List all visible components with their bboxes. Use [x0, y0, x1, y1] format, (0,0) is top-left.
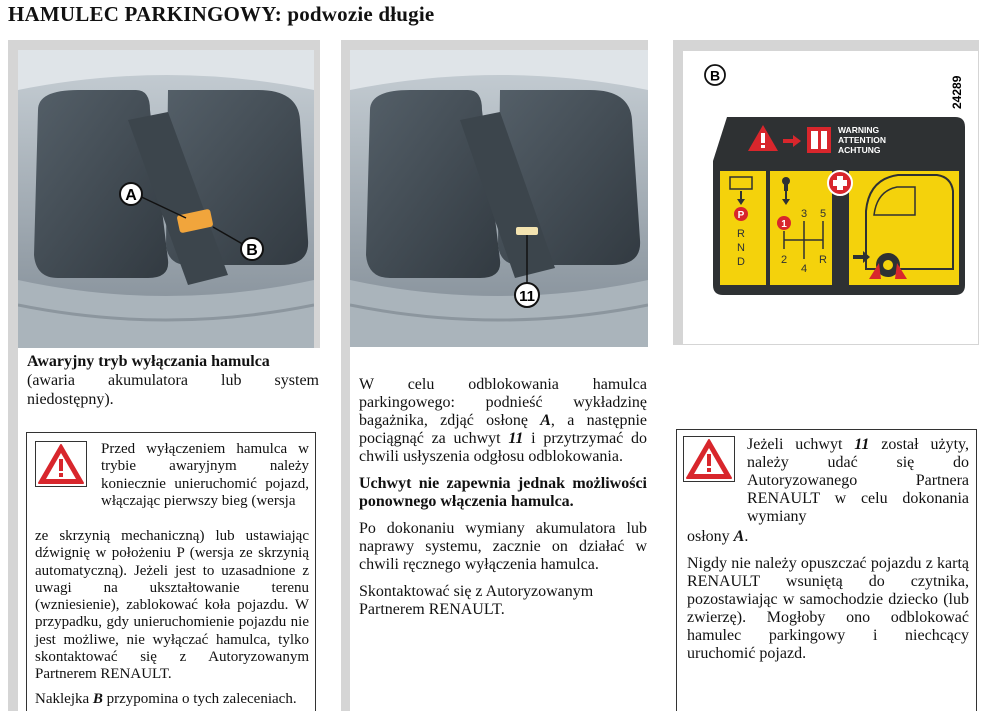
ref-a: A: [540, 412, 551, 429]
release-text-2: , a następnie pociągnąć za uchwyt: [359, 412, 647, 447]
warning-note: [35, 691, 309, 708]
handle-used-text-indented: [747, 436, 969, 526]
label-warning-de: ACHTUNG: [838, 145, 881, 155]
manual-gear-3: 3: [800, 208, 808, 220]
ref-11-b: 11: [854, 436, 870, 453]
handle-used-a: Jeżeli uchwyt: [747, 436, 855, 453]
label-letter-b: B: [709, 67, 721, 84]
callout-b: B: [246, 242, 258, 259]
trunk-photo-handle-11: [350, 50, 648, 357]
handle-used-b: został użyty, należy udać się do Autoryzowanego Partnera RENAULT w celu dokonania wymiany: [747, 436, 969, 525]
label-b-panel: [682, 50, 979, 345]
handle-note: Uchwyt nie zapewnia jednak możliwości ponownego włączenia hamulca.: [359, 475, 647, 510]
note-ref-b: B: [92, 691, 103, 707]
warning-triangle-icon: [35, 441, 87, 487]
warning-text-indented: Przed wyłączeniem hamulca w trybie awaryjnym należy koniecznie unieruchomić pojazd, włączając pierwszy bieg (wersja: [101, 441, 309, 509]
handle-used-c: osłony: [687, 528, 734, 545]
card-warning-text: Nigdy nie należy opuszczać pojazdu z kartą RENAULT wsuniętą do czytnika, pozostawiając w samochodzie dziecko (lub zwierzę). Mogłoby ono odblokować hamulec parkingowy i niechcący uruchomić pojazd.: [687, 555, 969, 662]
emergency-heading: Awaryjny tryb wyłączania hamulca: [27, 353, 270, 370]
auto-gear-n: N: [737, 242, 745, 254]
column-label-b: [673, 40, 979, 711]
auto-gear-d: D: [737, 256, 745, 268]
column-emergency-mode: [8, 40, 320, 711]
warning-triangle-icon: [683, 436, 735, 482]
release-paragraph: [359, 376, 647, 466]
note-suffix: przypomina o tych zaleceniach.: [102, 691, 297, 707]
manual-gear-r: R: [819, 254, 827, 266]
callout-a: A: [125, 187, 137, 204]
handle-used-d: .: [744, 528, 749, 545]
emergency-subheading: (awaria akumulatora lub system niedostępny).: [27, 372, 319, 408]
handle-used-text-full: [687, 528, 969, 546]
manual-gear-2: 2: [780, 254, 788, 266]
auto-gear-p: P: [737, 210, 745, 221]
trunk-photo-a-b: [18, 50, 314, 358]
page-title: HAMULEC PARKINGOWY: podwozie długie: [8, 2, 435, 26]
warning-text-full: ze skrzynią mechaniczną) lub ustawiając dźwignię w położeniu P (wersja ze skrzynią automatyczną). Jeżeli jest to uzasadnione z uwagi na ukształtowanie terenu (wzniesienie), zablokować koła pojazdu. W przypadku, gdy unieruchomienie pojazdu nie jest możliwe, nie wyłączać hamulca, tylko skontaktować się z Autoryzowanym Partnerem RENAULT.: [35, 528, 309, 683]
auto-gear-r: R: [737, 228, 745, 240]
warning-box-handle-used: [676, 429, 977, 711]
manual-gear-1: 1: [781, 219, 787, 230]
manual-gear-5: 5: [819, 208, 827, 220]
contact-note: Skontaktować się z Autoryzowanym Partnerem RENAULT.: [359, 583, 594, 618]
callout-11: 11: [519, 288, 535, 305]
note-prefix: Naklejka: [35, 691, 93, 707]
manual-gear-4: 4: [800, 263, 808, 275]
column-release-procedure: [341, 40, 648, 711]
release-text-3: i przytrzymać do chwili usłyszenia odgłosu odblokowania.: [359, 430, 647, 465]
ref-11: 11: [508, 430, 524, 447]
serial-number: 24289: [950, 75, 964, 109]
ref-a-b: A: [733, 528, 745, 545]
battery-note: Po dokonaniu wymiany akumulatora lub naprawy systemu, zacznie on działać w chwili ręcznego wyłączenia hamulca.: [359, 520, 647, 573]
emergency-heading-block: [27, 352, 319, 409]
release-text-1: W celu odblokowania hamulca parkingowego: podnieść wykładzinę bagażnika, zdjąć osłonę: [359, 376, 647, 429]
release-instructions: [359, 376, 647, 628]
label-warning-fr: ATTENTION: [838, 135, 887, 145]
label-warning-en: WARNING: [838, 125, 880, 135]
warning-box-immobilize: [26, 432, 316, 711]
